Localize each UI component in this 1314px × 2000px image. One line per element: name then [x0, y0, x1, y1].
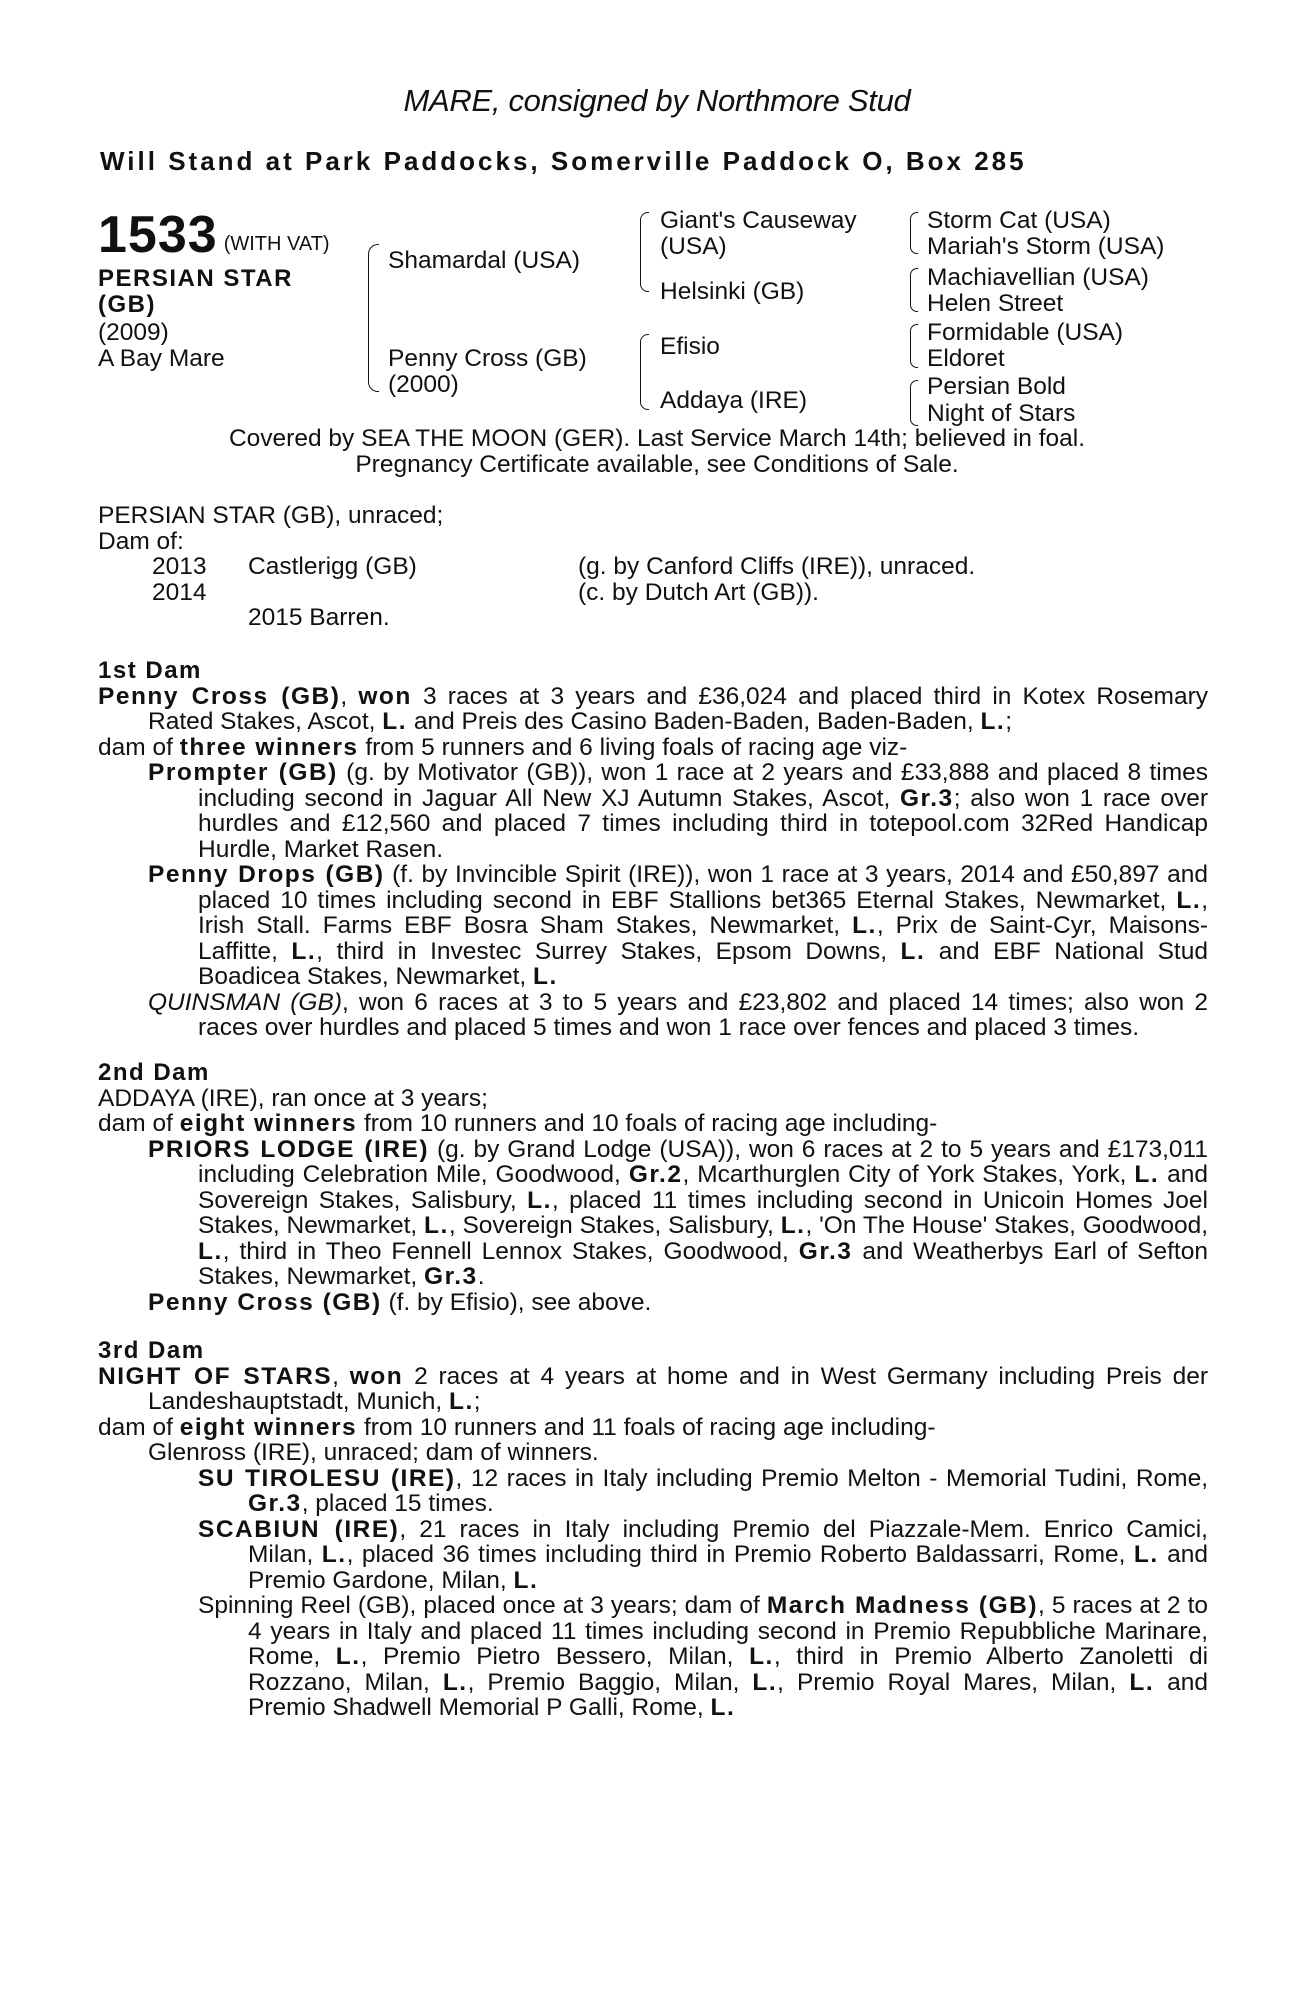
text-fragment: won	[349, 1362, 404, 1390]
produce-record	[98, 503, 1208, 631]
pedigree-brace-ds	[910, 324, 918, 368]
pedigree-brace-sire	[640, 212, 649, 292]
produce-note: (g. by Canford Cliffs (IRE)), unraced.	[578, 553, 976, 580]
offspring-name: SCABIUN (IRE)	[198, 1515, 400, 1543]
text-line	[98, 1137, 1208, 1290]
text-fragment: L.	[291, 937, 317, 965]
text-fragment: from 10 runners and 10 foals of racing age including-	[357, 1110, 938, 1137]
pedigree-dss: Formidable (USA)	[927, 319, 1124, 346]
produce-dam-of: Dam of:	[98, 527, 184, 555]
offspring-name: March Madness (GB)	[766, 1592, 1038, 1619]
pregnancy-line: Pregnancy Certificate available, see Conditions of Sale.	[355, 451, 959, 478]
text-fragment: L.	[1134, 1161, 1160, 1188]
text-fragment: L.	[335, 1643, 361, 1670]
lot-number-value: 1533	[98, 206, 218, 264]
text-line: Penny Cross (GB), won 3 races at 3 years and £36,024 and placed third in Kotex Rosemary Rated Stakes, Ascot, L. and Preis des Casino Baden-Baden, Baden-Baden, L.;	[98, 682, 1209, 735]
text-fragment: Spinning Reel (GB), placed once at 3 years; dam of	[198, 1592, 767, 1619]
offspring-name: SU TIROLESU (IRE)	[198, 1464, 456, 1492]
pedigree-sire-dam: Helsinki (GB)	[660, 278, 805, 305]
text-fragment: , Premio Pietro Bessero, Milan,	[360, 1643, 750, 1670]
pedigree-brace-main	[368, 244, 379, 392]
text-fragment: L.	[752, 1668, 778, 1696]
text-fragment: , placed 36 times including third in Premio Roberto Baldassarri, Rome,	[346, 1541, 1134, 1568]
text-fragment: L.	[852, 912, 877, 939]
text-line	[98, 1111, 1208, 1137]
text-fragment: Gr.3	[424, 1263, 478, 1290]
third-dam-section	[98, 1338, 1208, 1721]
text-fragment: dam of	[98, 733, 180, 761]
text-fragment: L.	[1133, 1541, 1159, 1568]
produce-row	[98, 554, 1208, 580]
pedigree-brace-ss	[910, 212, 918, 254]
text-fragment: and Sovereign Stakes, Salisbury,	[198, 1161, 1208, 1214]
first-dam-section	[98, 658, 1208, 1041]
produce-year: 2014	[152, 578, 207, 606]
horse-year: (2009)	[98, 319, 169, 346]
produce-year: 2013	[152, 553, 207, 580]
page-title: MARE, consigned by Northmore Stud	[403, 83, 911, 118]
produce-barren: 2015 Barren.	[248, 604, 390, 631]
text-fragment: L.	[533, 963, 558, 990]
text-fragment: , 21 races in Italy including Premio del Piazzale-Mem. Enrico Camici, Milan,	[248, 1515, 1208, 1568]
stand-location: Will Stand at Park Paddocks, Somerville Paddock O, Box 285	[100, 146, 1027, 176]
produce-name: Castlerigg (GB)	[248, 553, 417, 580]
text-fragment: L.	[1176, 886, 1202, 914]
text-line	[98, 760, 1208, 862]
text-fragment: and EBF National Stud Boadicea Stakes, Newmarket,	[198, 937, 1208, 990]
pedigree-ssd: Mariah's Storm (USA)	[927, 233, 1165, 260]
horse-description: A Bay Mare	[98, 345, 225, 372]
text-fragment: , Irish Stall. Farms EBF Bosra Sham Stakes, Newmarket,	[198, 886, 1208, 939]
text-fragment: and Premio Shadwell Memorial P Galli, Rome,	[248, 1668, 1208, 1721]
text-fragment: L.	[780, 1212, 806, 1239]
text-fragment: L.	[382, 708, 408, 735]
pedigree-brace-dam	[640, 334, 649, 410]
text-line	[98, 1466, 1208, 1517]
produce-row	[98, 605, 1208, 631]
lot-number	[98, 208, 330, 271]
text-fragment: , placed 15 times.	[301, 1490, 494, 1517]
horse-name: PERSIAN STAR	[98, 265, 293, 292]
second-dam-section	[98, 1060, 1208, 1315]
pedigree-brace-dd	[910, 380, 918, 426]
text-fragment: , third in Investec Surrey Stakes, Epsom Downs,	[316, 937, 901, 965]
text-line: NIGHT OF STARS, won 2 races at 4 years at home and in West Germany including Preis der Landeshauptstadt, Munich, L.;	[98, 1362, 1208, 1415]
text-fragment: L.	[513, 1566, 539, 1594]
covered-line: Covered by SEA THE MOON (GER). Last Service March 14th; believed in foal.	[228, 425, 1086, 452]
text-fragment: (f. by Invincible Spirit (IRE)), won 1 race at 3 years, 2014 and £50,897 and placed 10 times including second in EBF Stallions bet365 Eternal Stakes, Newmarket,	[198, 861, 1208, 914]
text-line	[98, 735, 1208, 761]
produce-row	[98, 580, 1208, 606]
text-fragment: , Sovereign Stakes, Salisbury,	[448, 1212, 781, 1239]
dam-intro: ADDAYA (IRE), ran once at 3 years;	[98, 1084, 488, 1112]
text-fragment: L.	[1129, 1668, 1155, 1696]
text-fragment: (f. by Efisio), see above.	[381, 1288, 652, 1316]
text-fragment: , Premio Baggio, Milan,	[467, 1668, 753, 1696]
produce-intro: PERSIAN STAR (GB), unraced;	[98, 502, 444, 529]
text-fragment: Gr.3	[248, 1490, 302, 1517]
pedigree-sds: Machiavellian (USA)	[927, 264, 1149, 291]
pedigree-dds: Persian Bold	[927, 373, 1066, 400]
text-fragment: , third in Theo Fennell Lennox Stakes, Goodwood,	[222, 1237, 799, 1265]
text-line	[98, 1517, 1208, 1594]
text-fragment: Gr.3	[798, 1237, 853, 1265]
text-fragment: and Preis des Casino Baden-Baden, Baden-Baden,	[407, 708, 981, 735]
winners-count: three winners	[179, 733, 359, 761]
text-fragment: L.	[900, 937, 926, 965]
text-fragment: dam of	[98, 1413, 180, 1441]
text-fragment: , third in Premio Alberto Zanoletti di Rozzano, Milan,	[248, 1643, 1209, 1696]
text-line	[98, 862, 1208, 990]
text-line	[98, 1290, 1208, 1316]
text-fragment: L.	[442, 1668, 468, 1696]
pedigree-sire-sire-origin: (USA)	[660, 233, 727, 260]
pedigree-sdd: Helen Street	[927, 290, 1064, 317]
text-fragment: L.	[449, 1388, 474, 1415]
text-fragment: , Premio Royal Mares, Milan,	[777, 1668, 1130, 1696]
pedigree-ddd: Night of Stars	[927, 400, 1076, 427]
text-fragment: and Weatherbys Earl of Sefton Stakes, Newmarket,	[198, 1237, 1208, 1290]
text-fragment: Gr.3	[900, 784, 954, 812]
pedigree-sire: Shamardal (USA)	[388, 247, 580, 274]
text-fragment: L.	[710, 1694, 736, 1721]
text-fragment: , Mcarthurglen City of York Stakes, York,	[682, 1161, 1135, 1188]
offspring-glenross: Glenross (IRE), unraced; dam of winners.	[148, 1439, 599, 1466]
section-heading: 3rd Dam	[98, 1337, 205, 1364]
pedigree-dam: Penny Cross (GB)	[388, 345, 587, 372]
text-fragment: L.	[321, 1541, 347, 1568]
winners-count: eight winners	[179, 1413, 358, 1441]
produce-note: (c. by Dutch Art (GB)).	[578, 578, 819, 606]
section-heading: 1st Dam	[98, 657, 202, 684]
text-fragment: L.	[749, 1643, 774, 1670]
text-fragment: Gr.2	[628, 1161, 683, 1188]
offspring-name: Prompter (GB)	[148, 759, 338, 786]
text-fragment: , 'On The House' Stakes, Goodwood,	[805, 1212, 1209, 1239]
text-fragment: dam of	[98, 1110, 180, 1137]
pedigree-sss: Storm Cat (USA)	[927, 207, 1111, 234]
text-fragment: and Premio Gardone, Milan,	[248, 1541, 1208, 1594]
text-fragment: , 12 races in Italy including Premio Melton - Memorial Tudini, Rome,	[455, 1464, 1209, 1492]
pedigree-dam-sire: Efisio	[660, 333, 720, 360]
dam-name: NIGHT OF STARS	[98, 1362, 333, 1390]
pedigree-dsd: Eldoret	[927, 345, 1005, 372]
text-line	[98, 1593, 1208, 1721]
text-fragment: ; also won 1 race over hurdles and £12,560 and placed 7 times including third in totepool.com 32Red Handicap Hurdle, Market Rasen.	[198, 784, 1208, 863]
text-fragment: L.	[980, 708, 1006, 735]
winners-count: eight winners	[179, 1110, 358, 1137]
pedigree-brace-sd	[910, 268, 918, 312]
text-fragment: , 5 races at 2 to 4 years in Italy and placed 11 times including second in Premio Repubbliche Marinare, Rome,	[248, 1592, 1209, 1670]
text-fragment: L.	[424, 1212, 449, 1239]
dam-name: Penny Cross (GB)	[98, 682, 341, 710]
text-fragment: , placed 11 times including second in Unicoin Homes Joel Stakes, Newmarket,	[198, 1186, 1208, 1239]
offspring-name: PRIORS LODGE (IRE)	[148, 1135, 430, 1163]
pedigree-dam-dam: Addaya (IRE)	[660, 387, 808, 414]
text-fragment: (g. by Grand Lodge (USA)), won 6 races at 2 to 5 years and £173,011 including Celebration Mile, Goodwood,	[198, 1135, 1208, 1188]
vat-label: (WITH VAT)	[223, 233, 330, 255]
text-fragment: 2 races at 4 years at home and in West Germany including Preis der Landeshauptstadt, Munich,	[148, 1362, 1208, 1415]
text-fragment: 3 races at 3 years and £36,024 and placed third in Kotex Rosemary Rated Stakes, Ascot,	[148, 682, 1209, 735]
text-fragment: L.	[198, 1237, 223, 1265]
pedigree-dam-year: (2000)	[388, 371, 459, 398]
text-fragment: from 5 runners and 6 living foals of racing age viz-	[358, 733, 908, 761]
pedigree-sire-sire: Giant's Causeway	[660, 207, 857, 234]
section-heading: 2nd Dam	[98, 1059, 210, 1086]
text-line	[98, 1415, 1208, 1441]
text-fragment: L.	[527, 1186, 552, 1214]
text-line	[98, 990, 1208, 1041]
text-fragment: .	[477, 1263, 485, 1290]
offspring-name: Penny Drops (GB)	[148, 861, 385, 888]
offspring-name: Penny Cross (GB)	[148, 1288, 382, 1316]
offspring-name: QUINSMAN (GB)	[148, 988, 342, 1016]
text-fragment: ;	[1005, 708, 1013, 735]
horse-origin: (GB)	[98, 291, 156, 318]
text-fragment: , Prix de Saint-Cyr, Maisons-Laffitte,	[198, 912, 1208, 965]
text-fragment: (g. by Motivator (GB)), won 1 race at 2 years and £33,888 and placed 8 times including second in Jaguar All New XJ Autumn Stakes, Ascot,	[198, 759, 1208, 812]
text-fragment: from 10 runners and 11 foals of racing age including-	[357, 1413, 936, 1441]
text-fragment: , won 6 races at 3 to 5 years and £23,802 and placed 14 times; also won 2 races over hurdles and placed 5 times and won 1 race over fences and placed 3 times.	[198, 988, 1208, 1041]
text-fragment: ;	[473, 1388, 481, 1415]
won-label: won	[358, 682, 412, 710]
